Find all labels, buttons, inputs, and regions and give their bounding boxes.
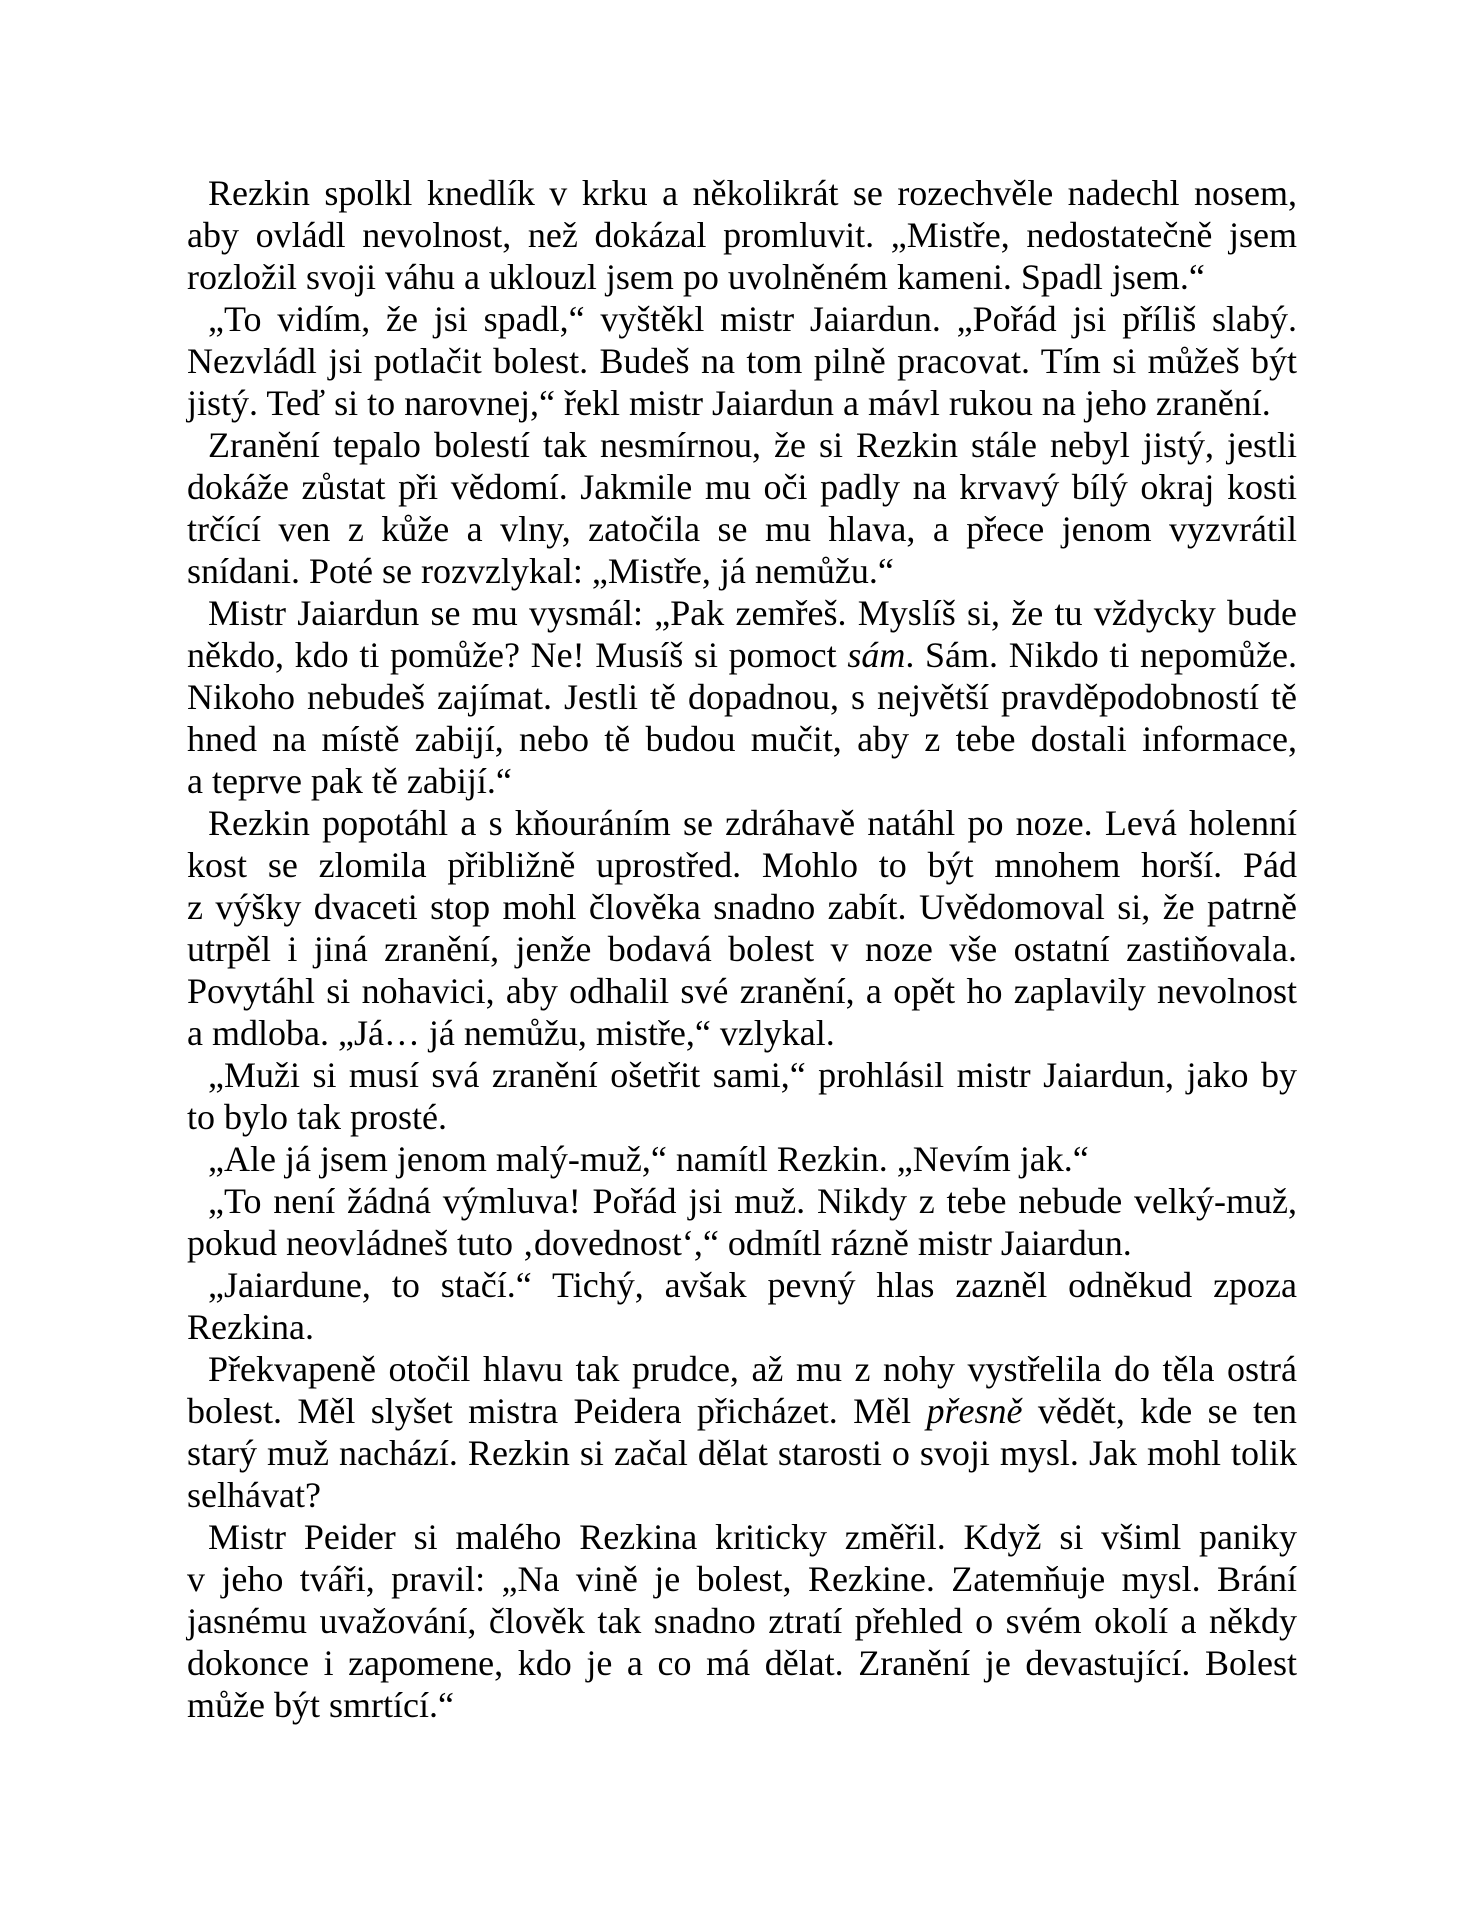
- text-line: Zranění tepalo bolestí tak nesmírnou, že si Rezkin stále nebyl jistý, jestli: [208, 425, 1297, 465]
- text-line: snídani. Poté se rozvzlykal: „Mistře, já nemůžu.“: [187, 551, 894, 591]
- text-line: Překvapeně otočil hlavu tak prudce, až mu z nohy vystřelila do těla ostrá: [208, 1349, 1297, 1389]
- text-line: Mistr Peider si malého Rezkina kriticky změřil. Když si všiml paniky: [208, 1517, 1297, 1557]
- emphasis-run: sám: [847, 635, 906, 675]
- text-line: Nikoho nebudeš zajímat. Jestli tě dopadnou, s největší pravděpodobností tě: [187, 677, 1297, 717]
- text-line: jasnému uvažování, člověk tak snadno ztratí přehled o svém okolí a někdy: [187, 1601, 1297, 1641]
- text-line: Mistr Jaiardun se mu vysmál: „Pak zemřeš. Myslíš si, že tu vždycky bude: [208, 593, 1297, 633]
- paragraph: [187, 1180, 1297, 1264]
- text-block: [187, 172, 1297, 1726]
- text-line: a mdloba. „Já… já nemůžu, mistře,“ vzlykal.: [187, 1013, 835, 1053]
- paragraph: [187, 1138, 1297, 1180]
- text-line: jistý. Teď si to narovnej,“ řekl mistr Jaiardun a mávl rukou na jeho zranění.: [187, 383, 1271, 423]
- paragraph: [187, 172, 1297, 298]
- text-line: Rezkina.: [187, 1307, 314, 1347]
- text-line: z výšky dvaceti stop mohl člověka snadno zabít. Uvědomoval si, že patrně: [187, 887, 1297, 927]
- text-line: „Ale já jsem jenom malý-muž,“ namítl Rezkin. „Nevím jak.“: [208, 1139, 1089, 1179]
- paragraph: [187, 802, 1297, 1054]
- text-line: rozložil svoji váhu a uklouzl jsem po uvolněném kameni. Spadl jsem.“: [187, 257, 1205, 297]
- text-line: aby ovládl nevolnost, než dokázal promluvit. „Mistře, nedostatečně jsem: [187, 215, 1297, 255]
- text-line: trčící ven z kůže a vlny, zatočila se mu hlava, a přece jenom vyzvrátil: [187, 509, 1297, 549]
- text-line: „Jaiardune, to stačí.“ Tichý, avšak pevný hlas zazněl odněkud zpoza: [208, 1265, 1297, 1305]
- paragraph: [187, 1054, 1297, 1138]
- text-line: „Muži si musí svá zranění ošetřit sami,“ prohlásil mistr Jaiardun, jako by: [208, 1055, 1297, 1095]
- paragraph: [187, 298, 1297, 424]
- text-line: kost se zlomila přibližně uprostřed. Mohlo to být mnohem horší. Pád: [187, 845, 1297, 885]
- text-line: někdo, kdo ti pomůže? Ne! Musíš si pomoct sám. Sám. Nikdo ti nepomůže.: [187, 635, 1297, 675]
- text-line: Rezkin popotáhl a s kňouráním se zdráhavě natáhl po noze. Levá holenní: [208, 803, 1297, 843]
- paragraph: [187, 1264, 1297, 1348]
- text-line: bolest. Měl slyšet mistra Peidera přicházet. Měl přesně vědět, kde se ten: [187, 1391, 1297, 1431]
- emphasis-run: přesně: [926, 1391, 1023, 1431]
- paragraph: [187, 1516, 1297, 1726]
- text-line: může být smrtící.“: [187, 1685, 454, 1725]
- paragraph: [187, 1348, 1297, 1516]
- paragraph: [187, 424, 1297, 592]
- text-line: Nezvládl jsi potlačit bolest. Budeš na tom pilně pracovat. Tím si můžeš být: [187, 341, 1297, 381]
- text-line: Povytáhl si nohavici, aby odhalil své zranění, a opět ho zaplavily nevolnost: [187, 971, 1297, 1011]
- text-line: selhávat?: [187, 1475, 321, 1515]
- text-line: „To vidím, že jsi spadl,“ vyštěkl mistr Jaiardun. „Pořád jsi příliš slabý.: [208, 299, 1297, 339]
- text-line: hned na místě zabijí, nebo tě budou mučit, aby z tebe dostali informace,: [187, 719, 1297, 759]
- text-line: dokonce i zapomene, kdo je a co má dělat. Zranění je devastující. Bolest: [187, 1643, 1297, 1683]
- text-line: utrpěl i jiná zranění, jenže bodavá bolest v noze vše ostatní zastiňovala.: [187, 929, 1297, 969]
- text-line: v jeho tváři, pravil: „Na vině je bolest, Rezkine. Zatemňuje mysl. Brání: [187, 1559, 1297, 1599]
- text-line: dokáže zůstat při vědomí. Jakmile mu oči padly na krvavý bílý okraj kosti: [187, 467, 1297, 507]
- text-line: „To není žádná výmluva! Pořád jsi muž. Nikdy z tebe nebude velký-muž,: [208, 1181, 1297, 1221]
- text-line: to bylo tak prosté.: [187, 1097, 447, 1137]
- text-line: pokud neovládneš tuto ‚dovednost‘,“ odmítl rázně mistr Jaiardun.: [187, 1223, 1132, 1263]
- text-line: a teprve pak tě zabijí.“: [187, 761, 512, 801]
- text-line: Rezkin spolkl knedlík v krku a několikrát se rozechvěle nadechl nosem,: [208, 173, 1297, 213]
- text-line: starý muž nachází. Rezkin si začal dělat starosti o svoji mysl. Jak mohl tolik: [187, 1433, 1297, 1473]
- paragraph: [187, 592, 1297, 802]
